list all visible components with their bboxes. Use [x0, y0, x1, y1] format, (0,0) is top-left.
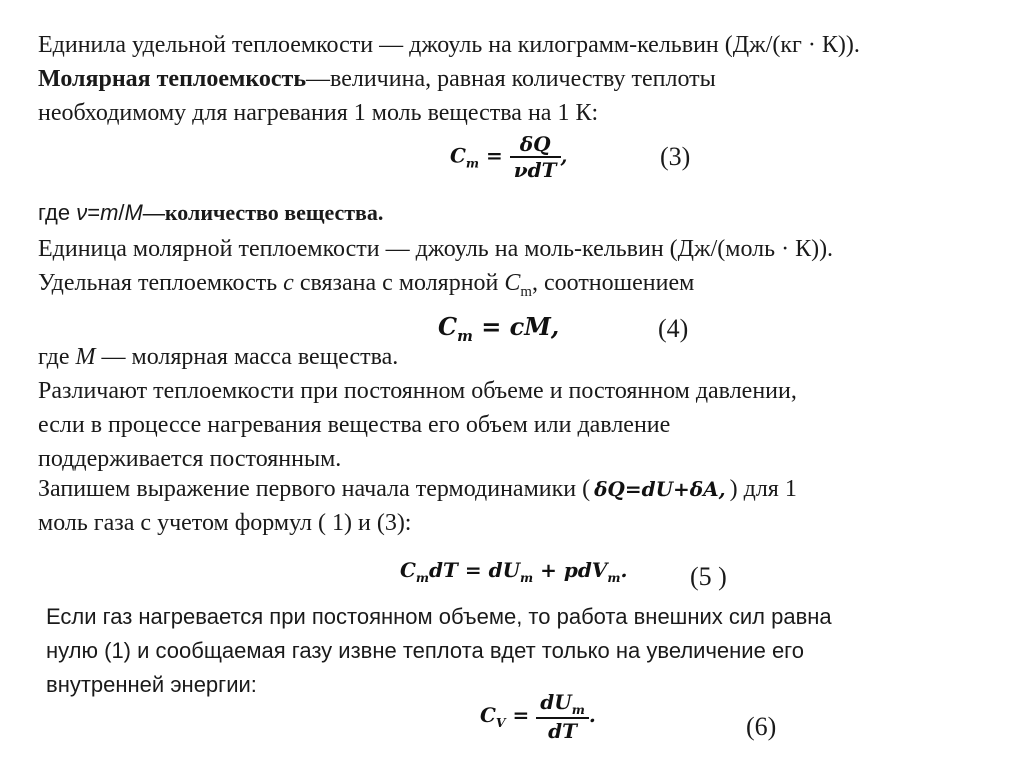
paragraph-line-6: Удельная теплоемкость с связана с молярной $C_m$, соотношением: [38, 270, 695, 300]
paragraph-line-7: где M — молярная масса вещества.: [38, 344, 399, 370]
term-molar-heat-capacity: Молярная теплоемкость: [38, 66, 307, 92]
paragraph-line-5: Единица молярной теплоемкости — джоуль на моль-кельвин (Дж/(моль · К)).: [38, 236, 834, 262]
equation-number-6: (6): [746, 712, 777, 741]
paragraph-line-1: Единила удельной теплоемкости — джоуль на килограмм-кельвин (Дж/(кг · К)).: [38, 32, 860, 58]
paragraph-line-3: необходимому для нагревания 1 моль вещества на 1 К:: [38, 100, 599, 126]
paragraph-line-2: Молярная теплоемкость—величина, равная количеству теплоты: [38, 66, 716, 92]
inline-formula-first-law: δQ=dU+δA,: [594, 477, 726, 501]
paragraph-line-10: поддерживается постоянным.: [38, 446, 342, 472]
paragraph-line-11: Запишем выражение первого начала термодинамики ( δQ=dU+δA, ) для 1: [38, 476, 797, 502]
equation-number-3: (3): [660, 142, 691, 171]
formula-4: $C_m$ = cM,: [438, 312, 560, 345]
paragraph-line-12: моль газа с учетом формул ( 1) и (3):: [38, 510, 412, 536]
paragraph-line-15: внутренней энергии:: [46, 672, 257, 697]
formula-6: $C_V$ = $\frac{dU_m}{dT}$ .: [480, 690, 596, 743]
equation-number-5: (5 ): [690, 562, 727, 591]
paragraph-line-9: если в процессе нагревания вещества его объем или давление: [38, 412, 671, 438]
paragraph-line-14: нулю (1) и сообщаемая газу извне теплота вдет только на увеличение его: [46, 638, 804, 663]
paragraph-line-13: Если газ нагревается при постоянном объеме, то работа внешних сил равна: [46, 604, 832, 629]
fraction: $\frac{\delta Q}{\text{νdT}}$: [510, 132, 561, 182]
formula-3: $C_m$ = $\frac{\delta Q}{\text{νdT}}$ ,: [450, 132, 568, 182]
formula-5: $C_mdT = dU_m + pdV_m$.: [400, 558, 628, 585]
paragraph-line-8: Различают теплоемкости при постоянном объеме и постоянном давлении,: [38, 378, 797, 404]
paragraph-line-4: где ν=m/M—количество вещества.: [38, 200, 384, 225]
fraction: $\frac{dU_m}{dT}$: [536, 690, 589, 743]
equation-number-4: (4): [658, 314, 689, 343]
